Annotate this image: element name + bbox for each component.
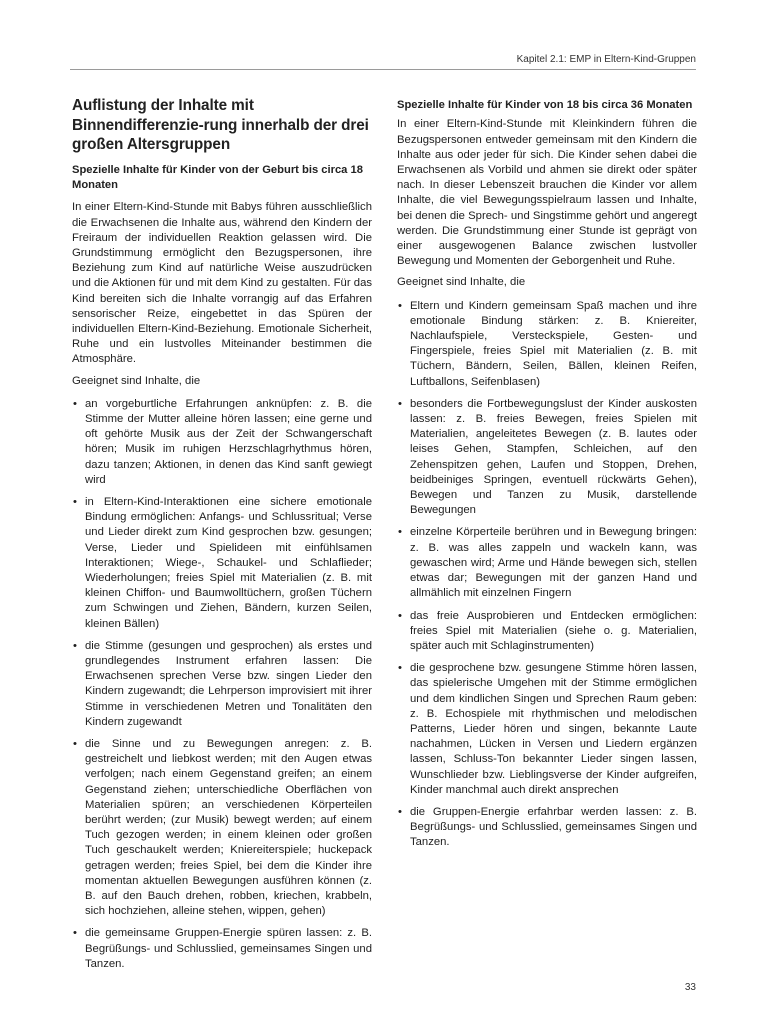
bullet-icon: • — [73, 927, 77, 940]
list-item — [397, 525, 697, 601]
page-number: 33 — [684, 982, 696, 993]
list-item-text: die Sinne und zu Bewegungen anregen: z. B. gestreichelt und liebkost werden; mit den Augen etwas verfolgen; nach einem Gegenstand greifen; an einem Gegenstand ziehen; unterschiedliche Oberflächen von Materialien spüren; an verschiedenen Körperteilen berührt werden; (zur Musik) bewegt werden; auf einem Tuch gezogen werden; in einem kleinen oder großen Tuch geschaukelt werden; Kniereiterspiele; huckepack getragen werden; freies Spiel, bei dem die Kinder ihre momentan aktuellen Bewegungen ausführen können (z. B. auf den Bauch drehen, robben, kriechen, krabbeln, sich hochziehen, alleine stehen, wippen, gehen) — [85, 738, 372, 918]
list-item — [397, 661, 697, 798]
suitable-contents-intro: Geeignet sind Inhalte, die — [397, 276, 526, 289]
list-item — [72, 495, 372, 632]
list-item-text: in Eltern-Kind-Interaktionen eine sichere emotionale Bindung ermöglichen: Anfangs- und Schlussritual; Verse und Lieder direkt zum Kind gesprochen bzw. gesungen; Verse, Lieder und Spielideen mit einfühlsamen Interaktionen; Wiege-, Schaukel- und Schlaflieder; Wiederholungen; freies Spiel mit Materialien (z. B. mit kleinen Chiffon- und Baumwolltüchern, großen Tüchern zum Schwingen und Ziehen, Bändern, kurzen Seilen, kleinen Bällen) — [85, 495, 372, 630]
bullet-icon: • — [398, 805, 402, 818]
bullet-icon: • — [398, 397, 402, 410]
list-item-text: die gemeinsame Gruppen-Energie spüren lassen: z. B. Begrüßungs- und Schlusslied, gemeinsames Singen und Tanzen. — [85, 927, 372, 970]
bullet-icon: • — [398, 662, 402, 675]
bullet-icon: • — [73, 397, 77, 410]
list-item — [72, 639, 372, 730]
right-column — [397, 96, 697, 858]
suitable-contents-intro: Geeignet sind Inhalte, die — [72, 374, 201, 387]
bullet-icon: • — [73, 495, 77, 508]
list-item-text: die gesprochene bzw. gesungene Stimme hören lassen, das spielerische Umgehen mit der Stimme ermöglichen und dem kindlichen Singen und Sprechen Raum geben: z. B. Echospiele mit rhythmischen und melodischen Patterns, Lieder hören und singen, bekannte Laute nachahmen, Lücken in Versen und Liedern ergänzen lassen, Schluss-Ton bekannter Lieder singen lassen, Wunschlieder bzw. Lieblingsverse der Kinder aufgreifen, Kinder manchmal auch direkt ansprechen — [410, 662, 697, 796]
list-item — [72, 397, 372, 488]
list-item-text: an vorgeburtliche Erfahrungen anknüpfen: z. B. die Stimme der Mutter alleine hören lassen; eine gerne und oft gehörte Musik aus der Zeit der Schwangerschaft hören; Musik im ruhigen Herzschlagrhythmus hören, dazu tanzen; Aktionen, in denen das Kind sanft gewiegt wird — [85, 397, 372, 486]
bullet-list-toddlers — [397, 299, 697, 851]
intro-paragraph-babies: In einer Eltern-Kind-Stunde mit Babys führen ausschließlich die Erwachsenen die Inhalte aus, während den Kindern der Freiraum der individuellen Reaktion gelassen wird. Die Grundstimmung ermöglicht den Bezugspersonen, ihre Beziehung zum Kind auf natürliche Weise auszudrücken und die Aktionen für und mit dem Kind zu gestalten. Für das Kind bereiten sich die Inhalte vorrangig auf das Erfahren sensorischer Reize, eingebettet in das Spüren der individuellen Eltern-Kind-Beziehung. Emotionale Sicherheit, Ruhe und ein lustvolles Miteinander bestimmen die Atmosphäre. — [72, 201, 372, 366]
bullet-icon: • — [398, 609, 402, 622]
list-item-text: das freie Ausprobieren und Entdecken ermöglichen: freies Spiel mit Materialien (siehe o. g. Materialien, später auch mit Schlaginstrumenten) — [410, 609, 697, 652]
subheading-0-18-months: Spezielle Inhalte für Kinder von der Geburt bis circa 18 Monaten — [72, 163, 363, 191]
list-item — [397, 397, 697, 519]
section-title: Auflistung der Inhalte mit Binnendifferenzie-rung innerhalb der drei großen Altersgruppen — [72, 97, 369, 153]
bullet-icon: • — [73, 639, 77, 652]
header-rule — [70, 69, 696, 70]
list-item — [72, 737, 372, 919]
list-item — [397, 609, 697, 655]
list-item-text: die Stimme (gesungen und gesprochen) als erstes und grundlegendes Instrument erfahren lassen: Die Erwachsenen sprechen Verse bzw. singen Lieder den Kindern zugewandt; die Lehrperson improvisiert mit ihrer Stimme in verschiedenen Metren und Tonalitäten den Kindern zugewandt — [85, 639, 372, 728]
bullet-list-babies — [72, 397, 372, 972]
list-item-text: die Gruppen-Energie erfahrbar werden lassen: z. B. Begrüßungs- und Schlusslied, gemeinsames Singen und Tanzen. — [410, 805, 697, 849]
list-item — [72, 926, 372, 972]
intro-paragraph-toddlers: In einer Eltern-Kind-Stunde mit Kleinkindern führen die Bezugspersonen entweder gemeinsam mit den Kindern die Inhalte aus oder jeder für sich. Die Kinder sehen dabei die Erwachsenen als Vorbild und ahmen sie direkt oder später nach. In dieser Lebenszeit brauchen die Kinder vor allem Inhalte, die viel Bewegungsspielraum lassen und Inhalte, bei denen die Sprech- und Singstimme gehört und angeregt werden. Die Grundstimmung einer Stunde ist geprägt von einer ausgewogenen Balance zwischen lustvoller Bewegung und Momenten der Geborgenheit und Ruhe. — [397, 118, 697, 268]
list-item-text: besonders die Fortbewegungslust der Kinder auskosten lassen: z. B. freies Bewegen, freies Spielen mit Materialien, angeleitetes Bewegen (z. B. lautes oder leises Gehen, Stampfen, Schleichen, auf den Zehenspitzen gehen, Laufen und Stoppen, Drehen, beidbeiniges Springen, eventuell rückwärts Gehen), Bewegen und Tanzen zu Musik, darstellende Bewegungen — [410, 397, 697, 517]
running-head: Kapitel 2.1: EMP in Eltern-Kind-Gruppen — [516, 54, 696, 65]
list-item-text: einzelne Körperteile berühren und in Bewegung bringen: z. B. was alles zappeln und wackeln kann, was gewaschen wird; Arme und Hände bewegen sich, stellen etwas dar; Bewegungen mit der ganzen Hand und allmählich mit einzelnen Fingern — [410, 526, 697, 600]
list-item-text: Eltern und Kindern gemeinsam Spaß machen und ihre emotionale Bindung stärken: z. B. Kniereiter, Nachlaufspiele, Versteckspiele, Gesten- und Fingerspiele, freies Spiel mit Materialien (z. B. mit Tüchern, Bändern, Seilen, Bällen, kleinen Reifen, Luftballons, Seifenblasen) — [410, 299, 697, 388]
left-column — [72, 96, 372, 979]
bullet-icon: • — [73, 738, 77, 751]
list-item — [397, 805, 697, 851]
list-item — [397, 299, 697, 390]
bullet-icon: • — [398, 299, 402, 312]
bullet-icon: • — [398, 526, 402, 539]
subheading-18-36-months: Spezielle Inhalte für Kinder von 18 bis circa 36 Monaten — [397, 99, 693, 111]
